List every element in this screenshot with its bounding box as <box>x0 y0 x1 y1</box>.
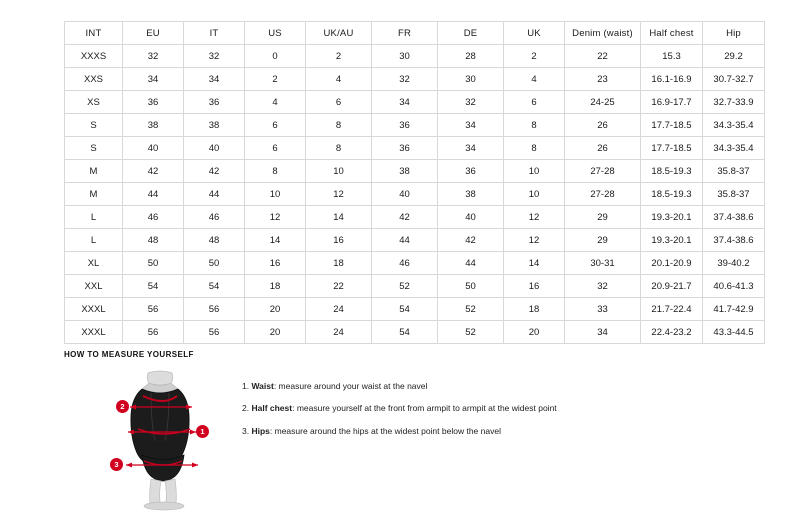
cell-denim-waist: 26 <box>565 114 641 137</box>
cell-uk: 12 <box>504 229 565 252</box>
column-header-hip: Hip <box>703 22 765 45</box>
cell-it: 46 <box>184 206 245 229</box>
cell-de: 32 <box>438 91 504 114</box>
cell-eu: 38 <box>123 114 184 137</box>
table-row <box>65 45 765 68</box>
cell-us: 2 <box>245 68 306 91</box>
cell-int: S <box>65 114 123 137</box>
cell-eu: 34 <box>123 68 184 91</box>
cell-uk: 8 <box>504 137 565 160</box>
cell-fr: 54 <box>372 321 438 344</box>
cell-fr: 40 <box>372 183 438 206</box>
cell-half-chest: 18.5-19.3 <box>641 183 703 206</box>
cell-uk-au: 24 <box>306 298 372 321</box>
cell-it: 42 <box>184 160 245 183</box>
cell-de: 28 <box>438 45 504 68</box>
cell-hip: 39-40.2 <box>703 252 765 275</box>
cell-half-chest: 19.3-20.1 <box>641 206 703 229</box>
cell-int: XXXS <box>65 45 123 68</box>
cell-eu: 40 <box>123 137 184 160</box>
cell-hip: 34.3-35.4 <box>703 137 765 160</box>
cell-hip: 34.3-35.4 <box>703 114 765 137</box>
cell-fr: 34 <box>372 91 438 114</box>
cell-us: 6 <box>245 137 306 160</box>
cell-it: 32 <box>184 45 245 68</box>
cell-de: 36 <box>438 160 504 183</box>
cell-denim-waist: 29 <box>565 229 641 252</box>
cell-uk-au: 6 <box>306 91 372 114</box>
cell-it: 50 <box>184 252 245 275</box>
cell-it: 54 <box>184 275 245 298</box>
cell-hip: 41.7-42.9 <box>703 298 765 321</box>
column-header-fr: FR <box>372 22 438 45</box>
cell-de: 38 <box>438 183 504 206</box>
instruction-text-hips: : measure around the hips at the widest point below the navel <box>269 425 501 436</box>
instruction-number-3: 3. <box>242 425 250 436</box>
cell-uk-au: 10 <box>306 160 372 183</box>
cell-it: 56 <box>184 321 245 344</box>
cell-eu: 46 <box>123 206 184 229</box>
cell-half-chest: 15.3 <box>641 45 703 68</box>
cell-half-chest: 20.9-21.7 <box>641 275 703 298</box>
cell-int: XXL <box>65 275 123 298</box>
column-header-int: INT <box>65 22 123 45</box>
table-row <box>65 114 765 137</box>
cell-us: 10 <box>245 183 306 206</box>
cell-int: S <box>65 137 123 160</box>
measurement-figure <box>104 369 224 514</box>
cell-uk: 18 <box>504 298 565 321</box>
cell-fr: 46 <box>372 252 438 275</box>
table-row <box>65 275 765 298</box>
cell-de: 50 <box>438 275 504 298</box>
table-row <box>65 206 765 229</box>
cell-half-chest: 18.5-19.3 <box>641 160 703 183</box>
cell-eu: 36 <box>123 91 184 114</box>
table-row <box>65 91 765 114</box>
cell-fr: 32 <box>372 68 438 91</box>
cell-denim-waist: 22 <box>565 45 641 68</box>
cell-de: 42 <box>438 229 504 252</box>
table-row <box>65 252 765 275</box>
cell-half-chest: 19.3-20.1 <box>641 229 703 252</box>
cell-eu: 32 <box>123 45 184 68</box>
cell-uk: 14 <box>504 252 565 275</box>
cell-half-chest: 20.1-20.9 <box>641 252 703 275</box>
cell-us: 8 <box>245 160 306 183</box>
size-conversion-table <box>64 21 765 344</box>
table-row <box>65 160 765 183</box>
cell-uk-au: 8 <box>306 114 372 137</box>
cell-fr: 38 <box>372 160 438 183</box>
cell-int: XXXL <box>65 298 123 321</box>
cell-fr: 54 <box>372 298 438 321</box>
cell-int: XS <box>65 91 123 114</box>
column-header-denim-waist: Denim (waist) <box>565 22 641 45</box>
how-to-measure-body <box>64 369 734 514</box>
cell-eu: 42 <box>123 160 184 183</box>
cell-hip: 43.3-44.5 <box>703 321 765 344</box>
cell-fr: 44 <box>372 229 438 252</box>
cell-fr: 36 <box>372 137 438 160</box>
cell-it: 40 <box>184 137 245 160</box>
cell-uk-au: 22 <box>306 275 372 298</box>
cell-eu: 48 <box>123 229 184 252</box>
cell-denim-waist: 26 <box>565 137 641 160</box>
cell-uk-au: 14 <box>306 206 372 229</box>
cell-uk-au: 18 <box>306 252 372 275</box>
cell-denim-waist: 32 <box>565 275 641 298</box>
table-row <box>65 68 765 91</box>
cell-de: 52 <box>438 321 504 344</box>
cell-it: 36 <box>184 91 245 114</box>
cell-denim-waist: 30-31 <box>565 252 641 275</box>
cell-hip: 40.6-41.3 <box>703 275 765 298</box>
table-row <box>65 183 765 206</box>
cell-hip: 37.4-38.6 <box>703 229 765 252</box>
cell-us: 16 <box>245 252 306 275</box>
cell-fr: 42 <box>372 206 438 229</box>
cell-uk: 2 <box>504 45 565 68</box>
cell-int: L <box>65 206 123 229</box>
cell-int: XXXL <box>65 321 123 344</box>
cell-int: M <box>65 160 123 183</box>
cell-half-chest: 17.7-18.5 <box>641 114 703 137</box>
cell-half-chest: 16.9-17.7 <box>641 91 703 114</box>
instruction-lead-hips: Hips <box>251 425 270 436</box>
cell-uk-au: 4 <box>306 68 372 91</box>
cell-hip: 35.8-37 <box>703 183 765 206</box>
cell-uk-au: 24 <box>306 321 372 344</box>
cell-half-chest: 16.1-16.9 <box>641 68 703 91</box>
cell-us: 20 <box>245 321 306 344</box>
cell-fr: 36 <box>372 114 438 137</box>
instruction-text-waist: : measure around your waist at the navel <box>273 381 428 391</box>
cell-uk: 10 <box>504 183 565 206</box>
column-header-de: DE <box>438 22 504 45</box>
cell-uk: 12 <box>504 206 565 229</box>
instruction-hips <box>242 426 557 437</box>
instruction-number-2: 2. <box>242 403 250 414</box>
cell-us: 14 <box>245 229 306 252</box>
cell-half-chest: 22.4-23.2 <box>641 321 703 344</box>
cell-de: 30 <box>438 68 504 91</box>
cell-hip: 35.8-37 <box>703 160 765 183</box>
cell-it: 34 <box>184 68 245 91</box>
cell-us: 0 <box>245 45 306 68</box>
cell-it: 44 <box>184 183 245 206</box>
cell-eu: 44 <box>123 183 184 206</box>
cell-denim-waist: 23 <box>565 68 641 91</box>
column-header-eu: EU <box>123 22 184 45</box>
cell-int: L <box>65 229 123 252</box>
cell-de: 34 <box>438 114 504 137</box>
mannequin-illustration <box>104 369 224 514</box>
cell-half-chest: 17.7-18.5 <box>641 137 703 160</box>
cell-half-chest: 21.7-22.4 <box>641 298 703 321</box>
cell-uk: 8 <box>504 114 565 137</box>
how-to-measure-section <box>64 350 734 514</box>
column-header-uk-au: UK/AU <box>306 22 372 45</box>
marker-1-waist: 1 <box>196 425 209 438</box>
cell-uk-au: 2 <box>306 45 372 68</box>
cell-uk: 6 <box>504 91 565 114</box>
size-table-container <box>64 21 754 344</box>
how-to-measure-title: HOW TO MEASURE YOURSELF <box>64 350 194 359</box>
column-header-half-chest: Half chest <box>641 22 703 45</box>
cell-de: 40 <box>438 206 504 229</box>
cell-denim-waist: 24-25 <box>565 91 641 114</box>
cell-uk: 16 <box>504 275 565 298</box>
cell-int: XXS <box>65 68 123 91</box>
cell-int: XL <box>65 252 123 275</box>
cell-it: 56 <box>184 298 245 321</box>
measurement-instructions <box>242 369 557 448</box>
marker-3-hips: 3 <box>110 458 123 471</box>
cell-us: 12 <box>245 206 306 229</box>
cell-eu: 54 <box>123 275 184 298</box>
marker-2-half-chest: 2 <box>116 400 129 413</box>
cell-uk: 10 <box>504 160 565 183</box>
instruction-waist <box>242 381 557 392</box>
cell-denim-waist: 34 <box>565 321 641 344</box>
cell-us: 20 <box>245 298 306 321</box>
cell-uk-au: 8 <box>306 137 372 160</box>
cell-hip: 29.2 <box>703 45 765 68</box>
instruction-lead-half-chest: Half chest <box>251 403 293 414</box>
cell-hip: 37.4-38.6 <box>703 206 765 229</box>
cell-us: 6 <box>245 114 306 137</box>
cell-de: 34 <box>438 137 504 160</box>
cell-uk-au: 16 <box>306 229 372 252</box>
cell-denim-waist: 33 <box>565 298 641 321</box>
column-header-us: US <box>245 22 306 45</box>
table-row <box>65 321 765 344</box>
instruction-half-chest <box>242 403 557 414</box>
cell-it: 48 <box>184 229 245 252</box>
instruction-lead-waist: Waist <box>251 381 274 391</box>
instruction-text-half-chest: : measure yourself at the front from armpit to armpit at the widest point <box>292 403 557 414</box>
column-header-uk: UK <box>504 22 565 45</box>
table-row <box>65 229 765 252</box>
cell-int: M <box>65 183 123 206</box>
cell-eu: 56 <box>123 298 184 321</box>
table-row <box>65 137 765 160</box>
cell-hip: 32.7-33.9 <box>703 91 765 114</box>
table-row <box>65 298 765 321</box>
cell-uk: 20 <box>504 321 565 344</box>
cell-de: 44 <box>438 252 504 275</box>
table-header-row <box>65 22 765 45</box>
cell-uk-au: 12 <box>306 183 372 206</box>
cell-it: 38 <box>184 114 245 137</box>
cell-fr: 52 <box>372 275 438 298</box>
cell-us: 4 <box>245 91 306 114</box>
instruction-number-1: 1. <box>242 381 250 391</box>
cell-us: 18 <box>245 275 306 298</box>
cell-fr: 30 <box>372 45 438 68</box>
cell-eu: 56 <box>123 321 184 344</box>
cell-denim-waist: 27-28 <box>565 183 641 206</box>
column-header-it: IT <box>184 22 245 45</box>
cell-uk: 4 <box>504 68 565 91</box>
cell-hip: 30.7-32.7 <box>703 68 765 91</box>
cell-eu: 50 <box>123 252 184 275</box>
cell-denim-waist: 27-28 <box>565 160 641 183</box>
cell-de: 52 <box>438 298 504 321</box>
cell-denim-waist: 29 <box>565 206 641 229</box>
